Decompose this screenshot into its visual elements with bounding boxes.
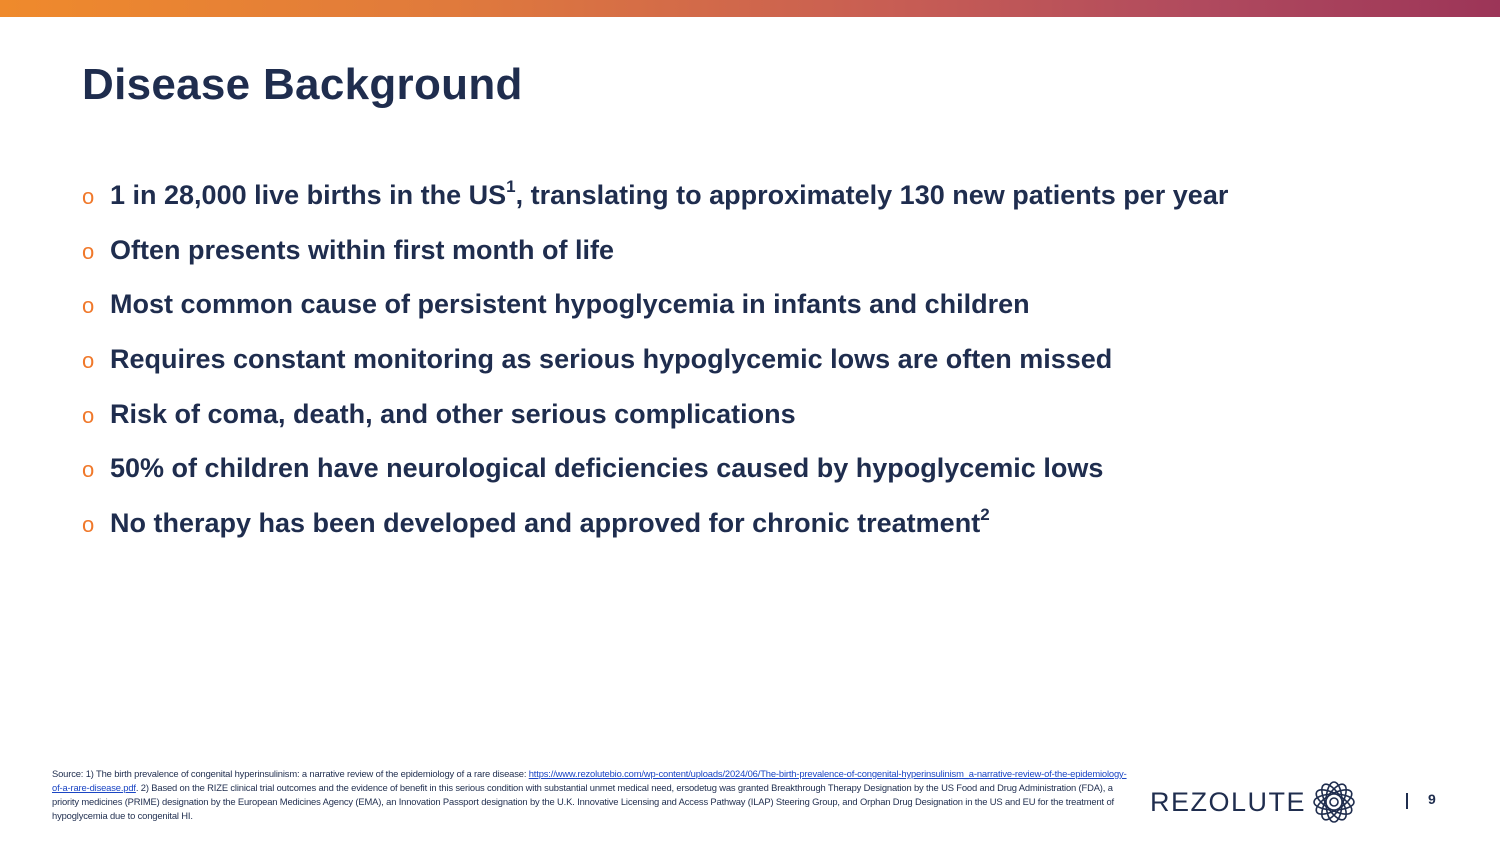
bullet-text: 50% of children have neurological deficiencies caused by hypoglycemic lows — [110, 453, 1104, 484]
footnote-ref: 2 — [980, 505, 990, 525]
source-prefix: Source: 1) The birth prevalence of congenital hyperinsulinism: a narrative review of the epidemiology of a rare disease: — [52, 768, 529, 779]
bullet-marker: o — [82, 238, 95, 264]
bullet-item — [82, 344, 1382, 399]
source-footnote — [52, 767, 1132, 823]
bullet-marker: o — [82, 512, 95, 538]
top-gradient-bar — [0, 0, 1500, 17]
source-link[interactable]: https://www.rezolutebio.com/wp-content/uploads/2024/06/The-birth-prevalence-of-congenital-hyperinsulinism_a-narrative-review-of-the-epidemiology-of-a-rare-disease.pdf — [52, 768, 1127, 793]
slide-title: Disease Background — [82, 60, 523, 109]
bullet-item — [82, 453, 1382, 508]
bullet-text: No therapy has been developed and approved for chronic treatment$^2$ — [110, 505, 990, 539]
logo-wordmark: REZOLUTE — [1150, 786, 1307, 817]
bullet-marker: o — [82, 402, 95, 428]
bullet-item — [82, 505, 1382, 563]
bullet-list — [82, 177, 1382, 563]
rezolute-mandala-icon — [1312, 780, 1356, 824]
bullet-text: Often presents within first month of life — [110, 234, 615, 265]
bullet-text: Requires constant monitoring as serious hypoglycemic lows are often missed — [110, 344, 1113, 375]
bullet-marker: o — [82, 184, 95, 209]
company-logo — [1150, 780, 1356, 824]
bullet-item — [82, 235, 1382, 290]
bullet-text: Risk of coma, death, and other serious complications — [110, 398, 796, 429]
page-number: 9 — [1428, 791, 1436, 807]
bullet-item — [82, 289, 1382, 344]
bullet-text: 1 in 28,000 live births in the $US^1$, translating to approximately 130 new patients per year — [110, 177, 1229, 210]
bullet-item — [82, 399, 1382, 454]
bullet-marker: o — [82, 457, 95, 483]
bullet-marker: o — [82, 293, 95, 319]
footnote-ref: 1 — [506, 177, 516, 196]
source-suffix: . 2) Based on the RIZE clinical trial outcomes and the evidence of benefit in this serious condition with substantial unmet medical need, ersodetug was granted Breakthrough Therapy Designation by the US Food and Drug Administration (FDA), a priority medicines (PRIME) designation by the European Medicines Agency (EMA), an Innovation Passport designation by the U.K. Innovative Licensing and Access Pathway (ILAP) Steering Group, and Orphan Drug Designation in the US and EU for the treatment of hypoglycemia due to congenital HI. — [52, 782, 1114, 821]
page-divider — [1406, 793, 1408, 809]
bullet-item — [82, 177, 1382, 235]
bullet-marker: o — [82, 348, 95, 374]
bullet-text: Most common cause of persistent hypoglycemia in infants and children — [110, 289, 1030, 320]
